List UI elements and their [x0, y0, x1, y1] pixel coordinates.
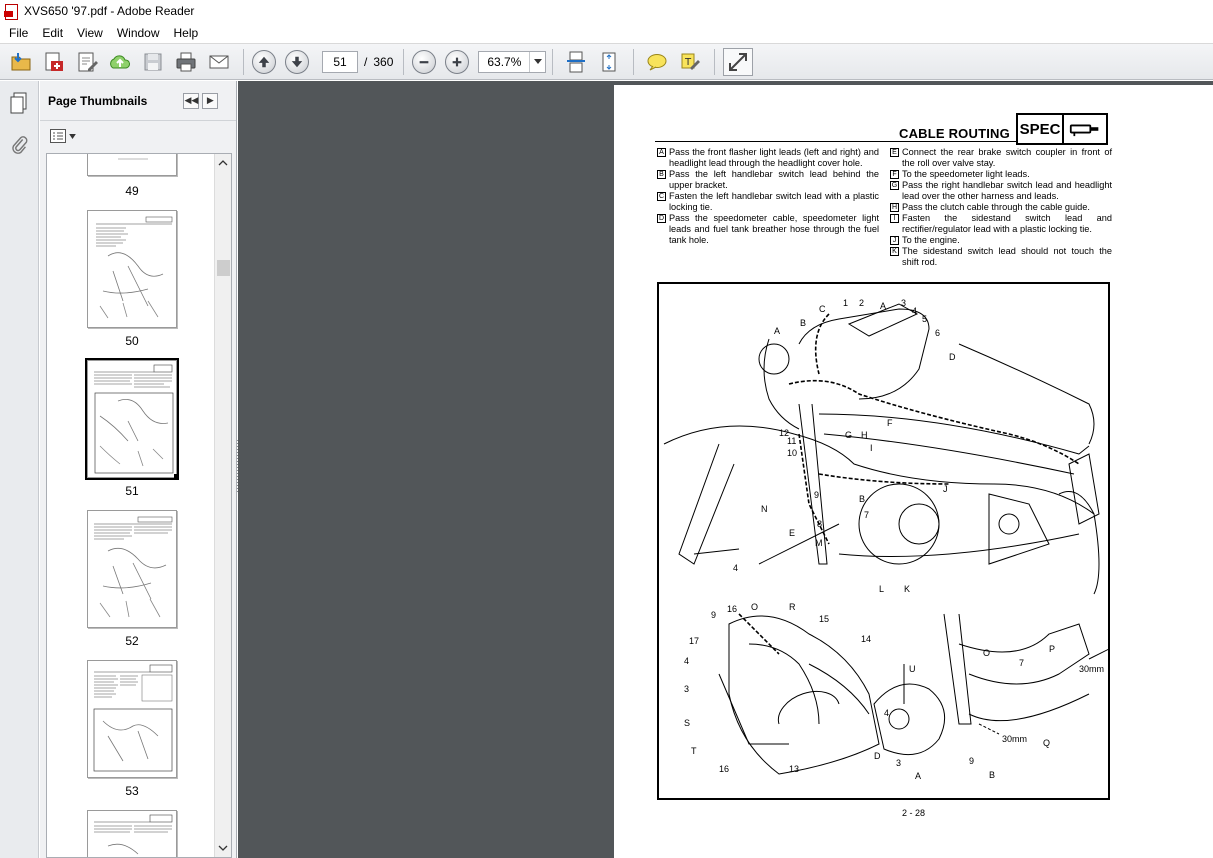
next-page-button[interactable] [285, 50, 309, 74]
instruction-text: Pass the front flasher light leads (left and right) and headlight lead through the headlight cover hole. [669, 147, 879, 168]
scroll-up-icon[interactable] [218, 158, 228, 168]
callout-label: 13 [789, 764, 800, 774]
callout-label: 7 [864, 510, 870, 520]
arrow-down-icon [290, 55, 304, 69]
instruction-text: Pass the clutch cable through the cable guide. [902, 202, 1090, 212]
pdf-page [614, 85, 1213, 858]
instruction-item [890, 213, 1112, 235]
fit-page-icon [597, 50, 621, 74]
callout-label: 4 [912, 306, 918, 316]
instruction-key: E [890, 148, 899, 157]
instruction-item [890, 147, 1112, 169]
callout-label: B [800, 318, 807, 328]
thumbnail-label: 50 [125, 334, 139, 348]
callout-label: 4 [684, 656, 690, 666]
callout-label: F [887, 418, 893, 428]
instruction-key: C [658, 193, 665, 200]
heading-rule [655, 141, 1017, 142]
thumbnail-preview [88, 811, 177, 858]
chevron-right-icon: ▶ [206, 95, 214, 105]
callout-label: 3 [684, 684, 690, 694]
instruction-item [657, 191, 879, 213]
panel-header [40, 81, 236, 121]
menu-window[interactable]: Window [116, 25, 160, 40]
instruction-key: G [891, 182, 898, 189]
page-thumbnails-toggle[interactable] [4, 87, 34, 119]
instruction-key: K [890, 247, 899, 256]
scrollbar-thumb[interactable] [217, 260, 230, 276]
instruction-text: To the speedometer light leads. [902, 169, 1030, 179]
callout-label: J [943, 484, 948, 494]
instruction-item [657, 213, 879, 246]
page-thumbnails-panel [40, 81, 237, 858]
toolbar-separator [633, 49, 634, 75]
thumbnail-preview [88, 361, 177, 478]
callout-label: L [879, 584, 885, 594]
callout-label: 12 [779, 428, 790, 438]
callout-label: I [870, 443, 873, 453]
paperclip-icon [8, 134, 30, 156]
zoom-select[interactable] [478, 51, 546, 73]
callout-label: 5 [922, 314, 928, 324]
callout-label: 16 [727, 604, 738, 614]
callout-label: 8 [817, 519, 823, 529]
instruction-key: J [890, 236, 899, 245]
toolbar-separator [403, 49, 404, 75]
scroll-down-icon[interactable] [218, 843, 228, 853]
svg-text:T: T [685, 56, 692, 68]
thumbnail-preview [88, 211, 177, 328]
scroll-mode-icon [564, 50, 588, 74]
plus-icon [450, 55, 464, 69]
save-icon [141, 50, 165, 74]
instruction-key: F [890, 170, 899, 179]
thumbnail-scrollbar[interactable] [214, 154, 231, 857]
comment-button[interactable] [642, 48, 672, 76]
page-thumbnail-selected[interactable] [87, 360, 177, 478]
instruction-text: Pass the speedometer cable, speedometer light leads and fuel tank breather hose through the fuel tank hole. [669, 213, 879, 245]
panel-title: Page Thumbnails [48, 93, 148, 108]
page-number-input[interactable]: 51 [322, 51, 358, 73]
callout-label: B [989, 770, 996, 780]
callout-label: Q [1043, 738, 1051, 748]
page-separator: / [364, 54, 368, 69]
print-icon [174, 50, 198, 74]
instruction-text: Pass the left handlebar switch lead behind the upper bracket. [669, 169, 879, 190]
callout-label: 30mm [1002, 734, 1028, 744]
instruction-key: I [890, 214, 899, 223]
instruction-item [890, 169, 1112, 180]
navigation-rail [0, 81, 39, 858]
callout-label: 1 [843, 298, 849, 308]
callout-label: 6 [935, 328, 941, 338]
tool-symbol [1069, 121, 1101, 137]
selection-handle [174, 474, 179, 479]
callout-label: T [691, 746, 697, 756]
thumbnail-label: 52 [125, 634, 139, 648]
scrolling-mode-button[interactable] [561, 48, 591, 76]
callout-label: 2 [859, 298, 865, 308]
callout-label: E [789, 528, 796, 538]
callout-label: 4 [733, 563, 739, 573]
callout-label: H [861, 430, 868, 440]
instruction-item [657, 169, 879, 191]
zoom-out-button[interactable] [412, 50, 436, 74]
callout-label: A [880, 301, 887, 311]
instruction-text: The sidestand switch lead should not touch the shift rod. [902, 246, 1112, 267]
callout-label: 4 [884, 708, 890, 718]
menu-view[interactable]: View [77, 25, 103, 40]
instruction-text: Fasten the sidestand switch lead and rectifier/regulator lead with a plastic locking tie. [902, 213, 1112, 234]
callout-label: 15 [819, 614, 830, 624]
callout-label: M [815, 538, 823, 548]
title-bar [0, 0, 1213, 22]
edit-button[interactable] [72, 48, 102, 76]
dropdown-arrow-icon [69, 134, 76, 139]
instruction-text: Pass the right handlebar switch lead and headlight lead over the other harness and leads. [902, 180, 1112, 201]
instruction-key: H [891, 204, 898, 211]
cable-routing-figure [657, 282, 1110, 800]
thumbnail-preview [88, 511, 177, 628]
toolbar-separator [552, 49, 553, 75]
arrow-up-icon [257, 55, 271, 69]
callout-label: 9 [969, 756, 975, 766]
toolbar-separator [243, 49, 244, 75]
page-thumbnail[interactable] [87, 153, 177, 176]
spec-tab: SPEC [1016, 113, 1064, 145]
instruction-item [890, 202, 1112, 213]
thumbnail-label: 49 [125, 184, 139, 198]
panel-next-button[interactable] [202, 93, 218, 109]
callout-label: 3 [896, 758, 902, 768]
pages-icon [7, 91, 31, 115]
upload-icon [108, 50, 132, 74]
thumbnail-list[interactable] [46, 153, 232, 858]
instruction-text: Fasten the left handlebar switch lead with a plastic locking tie. [669, 191, 879, 212]
callout-label: U [909, 664, 916, 674]
menu-help[interactable]: Help [173, 25, 199, 40]
callout-label: K [904, 584, 911, 594]
email-icon [207, 50, 231, 74]
callout-label: 7 [1019, 658, 1025, 668]
page-total: 360 [373, 54, 394, 69]
callout-label: 16 [719, 764, 730, 774]
page-footer: 2 - 28 [901, 808, 925, 818]
instructions-left [657, 147, 879, 246]
instructions-right [890, 147, 1112, 268]
highlight-icon [678, 50, 702, 74]
edit-icon [75, 50, 99, 74]
instruction-key: A [657, 148, 666, 157]
print-button[interactable] [171, 48, 201, 76]
callout-label: B [859, 494, 866, 504]
callout-label: 17 [689, 636, 700, 646]
callout-label: N [761, 504, 768, 514]
callout-label: R [789, 602, 796, 612]
email-button[interactable] [204, 48, 234, 76]
open-icon [9, 50, 33, 74]
window-title: XVS650 '97.pdf - Adobe Reader [24, 4, 195, 18]
callout-label: 3 [901, 298, 907, 308]
callout-label: S [684, 718, 691, 728]
instruction-item [890, 235, 1112, 246]
instruction-item [657, 147, 879, 169]
document-viewport[interactable] [238, 81, 1213, 858]
callout-label: O [983, 648, 991, 658]
page-heading: CABLE ROUTING [899, 126, 1010, 141]
save-button[interactable] [138, 48, 168, 76]
zoom-in-button[interactable] [445, 50, 469, 74]
toolbar-separator [714, 49, 715, 75]
page-thumbnail[interactable] [87, 810, 177, 858]
upload-button[interactable] [105, 48, 135, 76]
page-thumbnail[interactable] [87, 660, 177, 778]
callout-label: P [1049, 644, 1056, 654]
chevron-down-icon[interactable] [529, 52, 545, 72]
instruction-key: B [657, 170, 666, 179]
expand-icon [726, 50, 750, 74]
thumbnail-label: 53 [125, 784, 139, 798]
panel-options-bar [40, 121, 236, 151]
callout-label: O [751, 602, 759, 612]
instruction-item [890, 180, 1112, 202]
menu-edit[interactable]: Edit [42, 25, 64, 40]
instruction-key: D [658, 215, 665, 222]
page-thumbnail[interactable] [87, 510, 177, 628]
instruction-text: To the engine. [902, 235, 960, 245]
menu-file[interactable]: File [9, 25, 29, 40]
thumbnail-label: 51 [125, 484, 139, 498]
attachments-toggle[interactable] [4, 129, 34, 161]
create-pdf-icon [42, 50, 66, 74]
create-pdf-button[interactable] [39, 48, 69, 76]
callout-label: 11 [787, 436, 797, 446]
previous-page-button[interactable] [252, 50, 276, 74]
callout-label: 30mm [1079, 664, 1105, 674]
fit-page-button[interactable] [594, 48, 624, 76]
collapse-panel-button[interactable] [183, 93, 199, 109]
callout-label: 14 [861, 634, 872, 644]
instruction-text: Connect the rear brake switch coupler in front of the roll over valve stay. [902, 147, 1112, 168]
zoom-value: 63.7% [487, 54, 522, 69]
callout-label: A [774, 326, 781, 336]
callout-label: D [949, 352, 956, 362]
callout-label: A [915, 771, 922, 781]
options-menu-button[interactable] [50, 127, 76, 145]
callout-label: 9 [814, 490, 820, 500]
instruction-item [890, 246, 1112, 268]
callout-label: 10 [787, 448, 798, 458]
wrench-icon [1064, 113, 1108, 145]
motorcycle-frame-drawing [659, 284, 1108, 798]
pdf-app-icon [4, 3, 18, 19]
callout-label: G [845, 430, 853, 440]
open-button[interactable] [6, 48, 36, 76]
thumbnail-preview [88, 153, 177, 176]
options-icon [50, 129, 66, 143]
page-thumbnail[interactable] [87, 210, 177, 328]
callout-label: 9 [711, 610, 717, 620]
comment-icon [645, 50, 669, 74]
callout-label: D [874, 751, 881, 761]
full-screen-button[interactable] [723, 48, 753, 76]
highlight-button[interactable] [675, 48, 705, 76]
thumbnail-preview [88, 661, 177, 778]
menu-bar [0, 22, 1213, 43]
double-chevron-left-icon: ◀◀ [184, 95, 199, 105]
toolbar [0, 43, 1213, 80]
callout-label: C [819, 304, 826, 314]
minus-icon [417, 55, 431, 69]
